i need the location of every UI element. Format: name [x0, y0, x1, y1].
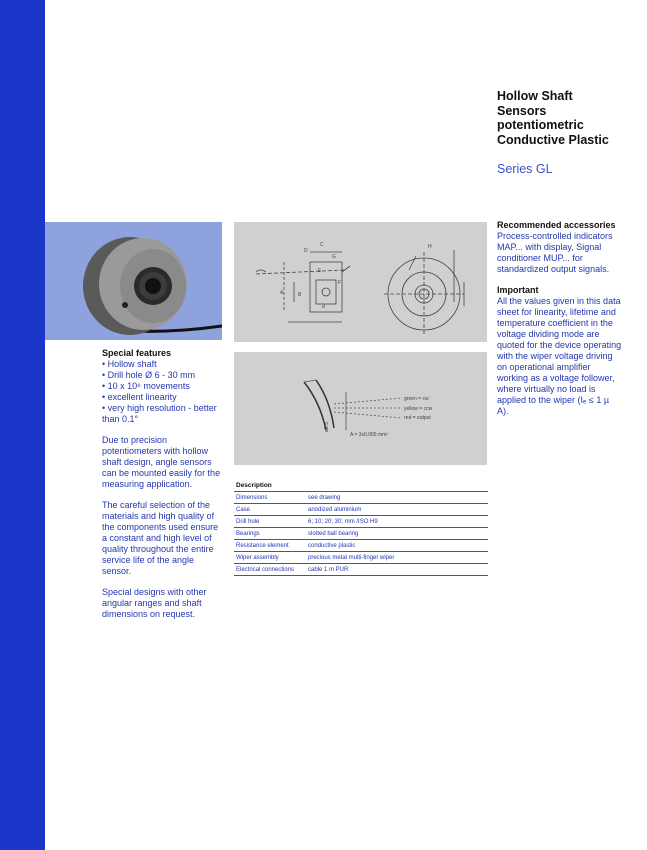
product-photo: [45, 222, 222, 340]
accessories-text: Process-controlled indicators MAP... with display, Signal conditioner MUP... for standardized output signals.: [497, 231, 613, 274]
row-label: Electrical connections: [236, 566, 295, 573]
dimension-label: B: [298, 292, 302, 298]
row-value: 6; 10; 20; 30; mm /ISO H9: [308, 518, 378, 525]
row-value: cable 1 m PUR: [308, 566, 349, 573]
row-label: Drill hole: [236, 518, 260, 525]
row-label: Dimensions: [236, 494, 268, 501]
row-label: Bearings: [236, 530, 260, 537]
table-row: [234, 564, 488, 576]
cable-area-label: A = 3x0,065 mm²: [350, 432, 388, 438]
row-value: precious metal multi-finger wiper: [308, 554, 395, 561]
row-value: anodized aluminium: [308, 506, 362, 513]
important-heading: Important: [497, 285, 539, 295]
paragraph: Due to precision potentiometers with hollow shaft design, angle sensors can be mounted easily for the measuring application.: [102, 435, 221, 489]
row-label: Resistance element: [236, 542, 289, 549]
table-row: [234, 492, 488, 504]
table-row: [234, 528, 488, 540]
paragraph: The careful selection of the materials and high quality of the components used ensure a constant and high level of quality throughout the entire service life of the angle sensor.: [102, 500, 219, 576]
accessories-heading: Recommended accessories: [497, 220, 616, 230]
accessories-column: [497, 220, 622, 417]
table-row: [234, 504, 488, 516]
row-value: see drawing: [308, 494, 341, 501]
table-row: [234, 552, 488, 564]
row-label: Wiper assembly: [236, 554, 279, 561]
feature-item: • very high resolution - better than 0.1°: [102, 403, 217, 424]
dimension-label: H: [428, 244, 432, 250]
features-column: [102, 348, 222, 620]
sidebar-stripe: [0, 0, 45, 850]
table-row: [234, 540, 488, 552]
table-header: Description: [234, 481, 488, 492]
features-heading: Special features: [102, 348, 172, 358]
dimension-drawing: [234, 222, 487, 342]
dimension-label: E: [318, 268, 322, 274]
product-title: [497, 89, 637, 147]
wire-label-red: red = output: [404, 415, 431, 421]
table-row: [234, 516, 488, 528]
dimension-label: D: [304, 248, 308, 254]
row-label: Case: [236, 506, 251, 513]
wire-label-green: green = cw: [404, 396, 429, 402]
feature-item: • excellent linearity: [102, 392, 177, 402]
description-table: [234, 481, 488, 576]
dimension-label: F: [338, 280, 342, 286]
title-line: Sensors: [497, 103, 547, 118]
row-value: conductive plastic: [308, 542, 356, 549]
dimension-label: C: [320, 242, 324, 248]
title-line: Hollow Shaft: [497, 89, 573, 103]
series-label: Series GL: [497, 162, 553, 176]
title-line: potentiometric: [497, 118, 584, 132]
important-text: All the values given in this data sheet for linearity, lifetime and temperature coefficient in the voltage dividing mode are quoted for the device operating with the wiper voltage driving on operational amplifier working as a voltage follower, where virtually no load is applied to the wiper (Iₑ ≤ 1 µ A).: [497, 296, 622, 416]
dimension-label: G: [332, 254, 336, 260]
feature-item: • Drill hole Ø 6 - 30 mm: [102, 370, 196, 380]
paragraph: Special designs with other angular ranges and shaft dimensions on request.: [102, 587, 207, 619]
row-value: slotted ball bearing: [308, 530, 359, 537]
feature-item: • 10 x 10⁶ movements: [102, 381, 190, 391]
wiring-diagram: [234, 352, 487, 465]
dimension-label: d: [322, 304, 325, 310]
title-line: Conductive Plastic: [497, 132, 609, 147]
wire-label-yellow: yellow = ccw: [404, 406, 433, 412]
feature-item: • Hollow shaft: [102, 359, 157, 369]
wire-diameter-label: ø2.5: [324, 421, 330, 432]
dimension-label: A: [280, 290, 284, 296]
